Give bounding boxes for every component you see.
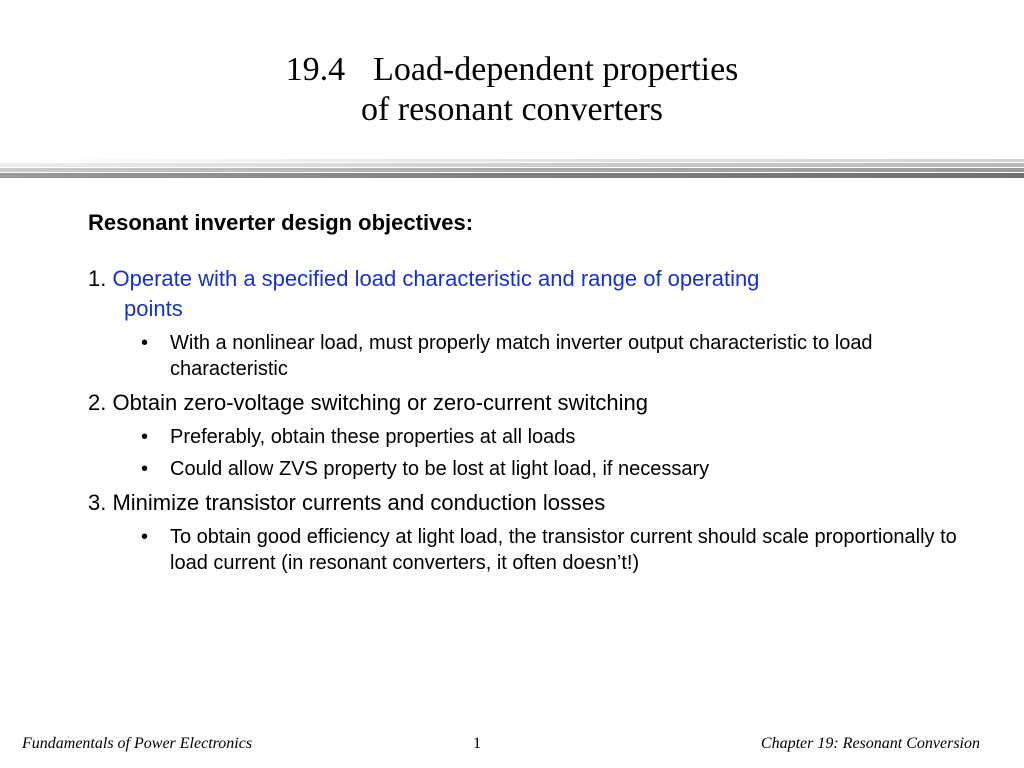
title-divider-band — [0, 168, 1024, 172]
objective-1-text-line1: Operate with a specified load characteristic and range of operating — [112, 266, 760, 291]
footer-book-title: Fundamentals of Power Electronics — [22, 735, 253, 752]
section-number: 19.4 — [285, 51, 346, 88]
title-divider-band — [0, 159, 1024, 162]
bullet-item — [88, 456, 968, 482]
objective-number: 1. — [88, 266, 107, 291]
slide-body — [88, 208, 968, 576]
objective-2: 2. Obtain zero-voltage switching or zero-current switching — [88, 390, 649, 415]
footer-chapter: Chapter 19: Resonant Conversion — [760, 735, 980, 752]
bullet-item — [88, 424, 968, 450]
bullet-glyph: • — [141, 332, 149, 354]
bullet-item — [88, 524, 968, 576]
footer-page-number: 1 — [473, 735, 481, 752]
bullet-item — [88, 330, 968, 382]
objective-3: 3. Minimize transistor currents and conduction losses — [88, 490, 606, 515]
subheading: Resonant inverter design objectives: — [88, 210, 474, 235]
objective-1-text-line2: points — [124, 296, 183, 321]
slide-title — [0, 50, 1024, 130]
objective-1 — [88, 264, 968, 324]
bullet-text: To obtain good efficiency at light load, the transistor current should scale proportionally to load current (in resonant converters, it often doesn’t!) — [170, 526, 957, 574]
bullet-text: Could allow ZVS property to be lost at light load, if necessary — [170, 458, 710, 480]
bullet-glyph: • — [141, 458, 149, 480]
title-divider-band — [0, 173, 1024, 178]
slide-title-line1 — [0, 50, 1024, 90]
bullet-text: With a nonlinear load, must properly match inverter output characteristic to load characteristic — [170, 332, 873, 380]
bullet-glyph: • — [141, 526, 149, 548]
title-divider-band — [0, 163, 1024, 167]
title-text-line1: Load-dependent properties — [373, 51, 739, 88]
bullet-glyph: • — [141, 426, 149, 448]
bullet-text: Preferably, obtain these properties at all loads — [170, 426, 576, 448]
title-text-line2: of resonant converters — [360, 91, 664, 128]
